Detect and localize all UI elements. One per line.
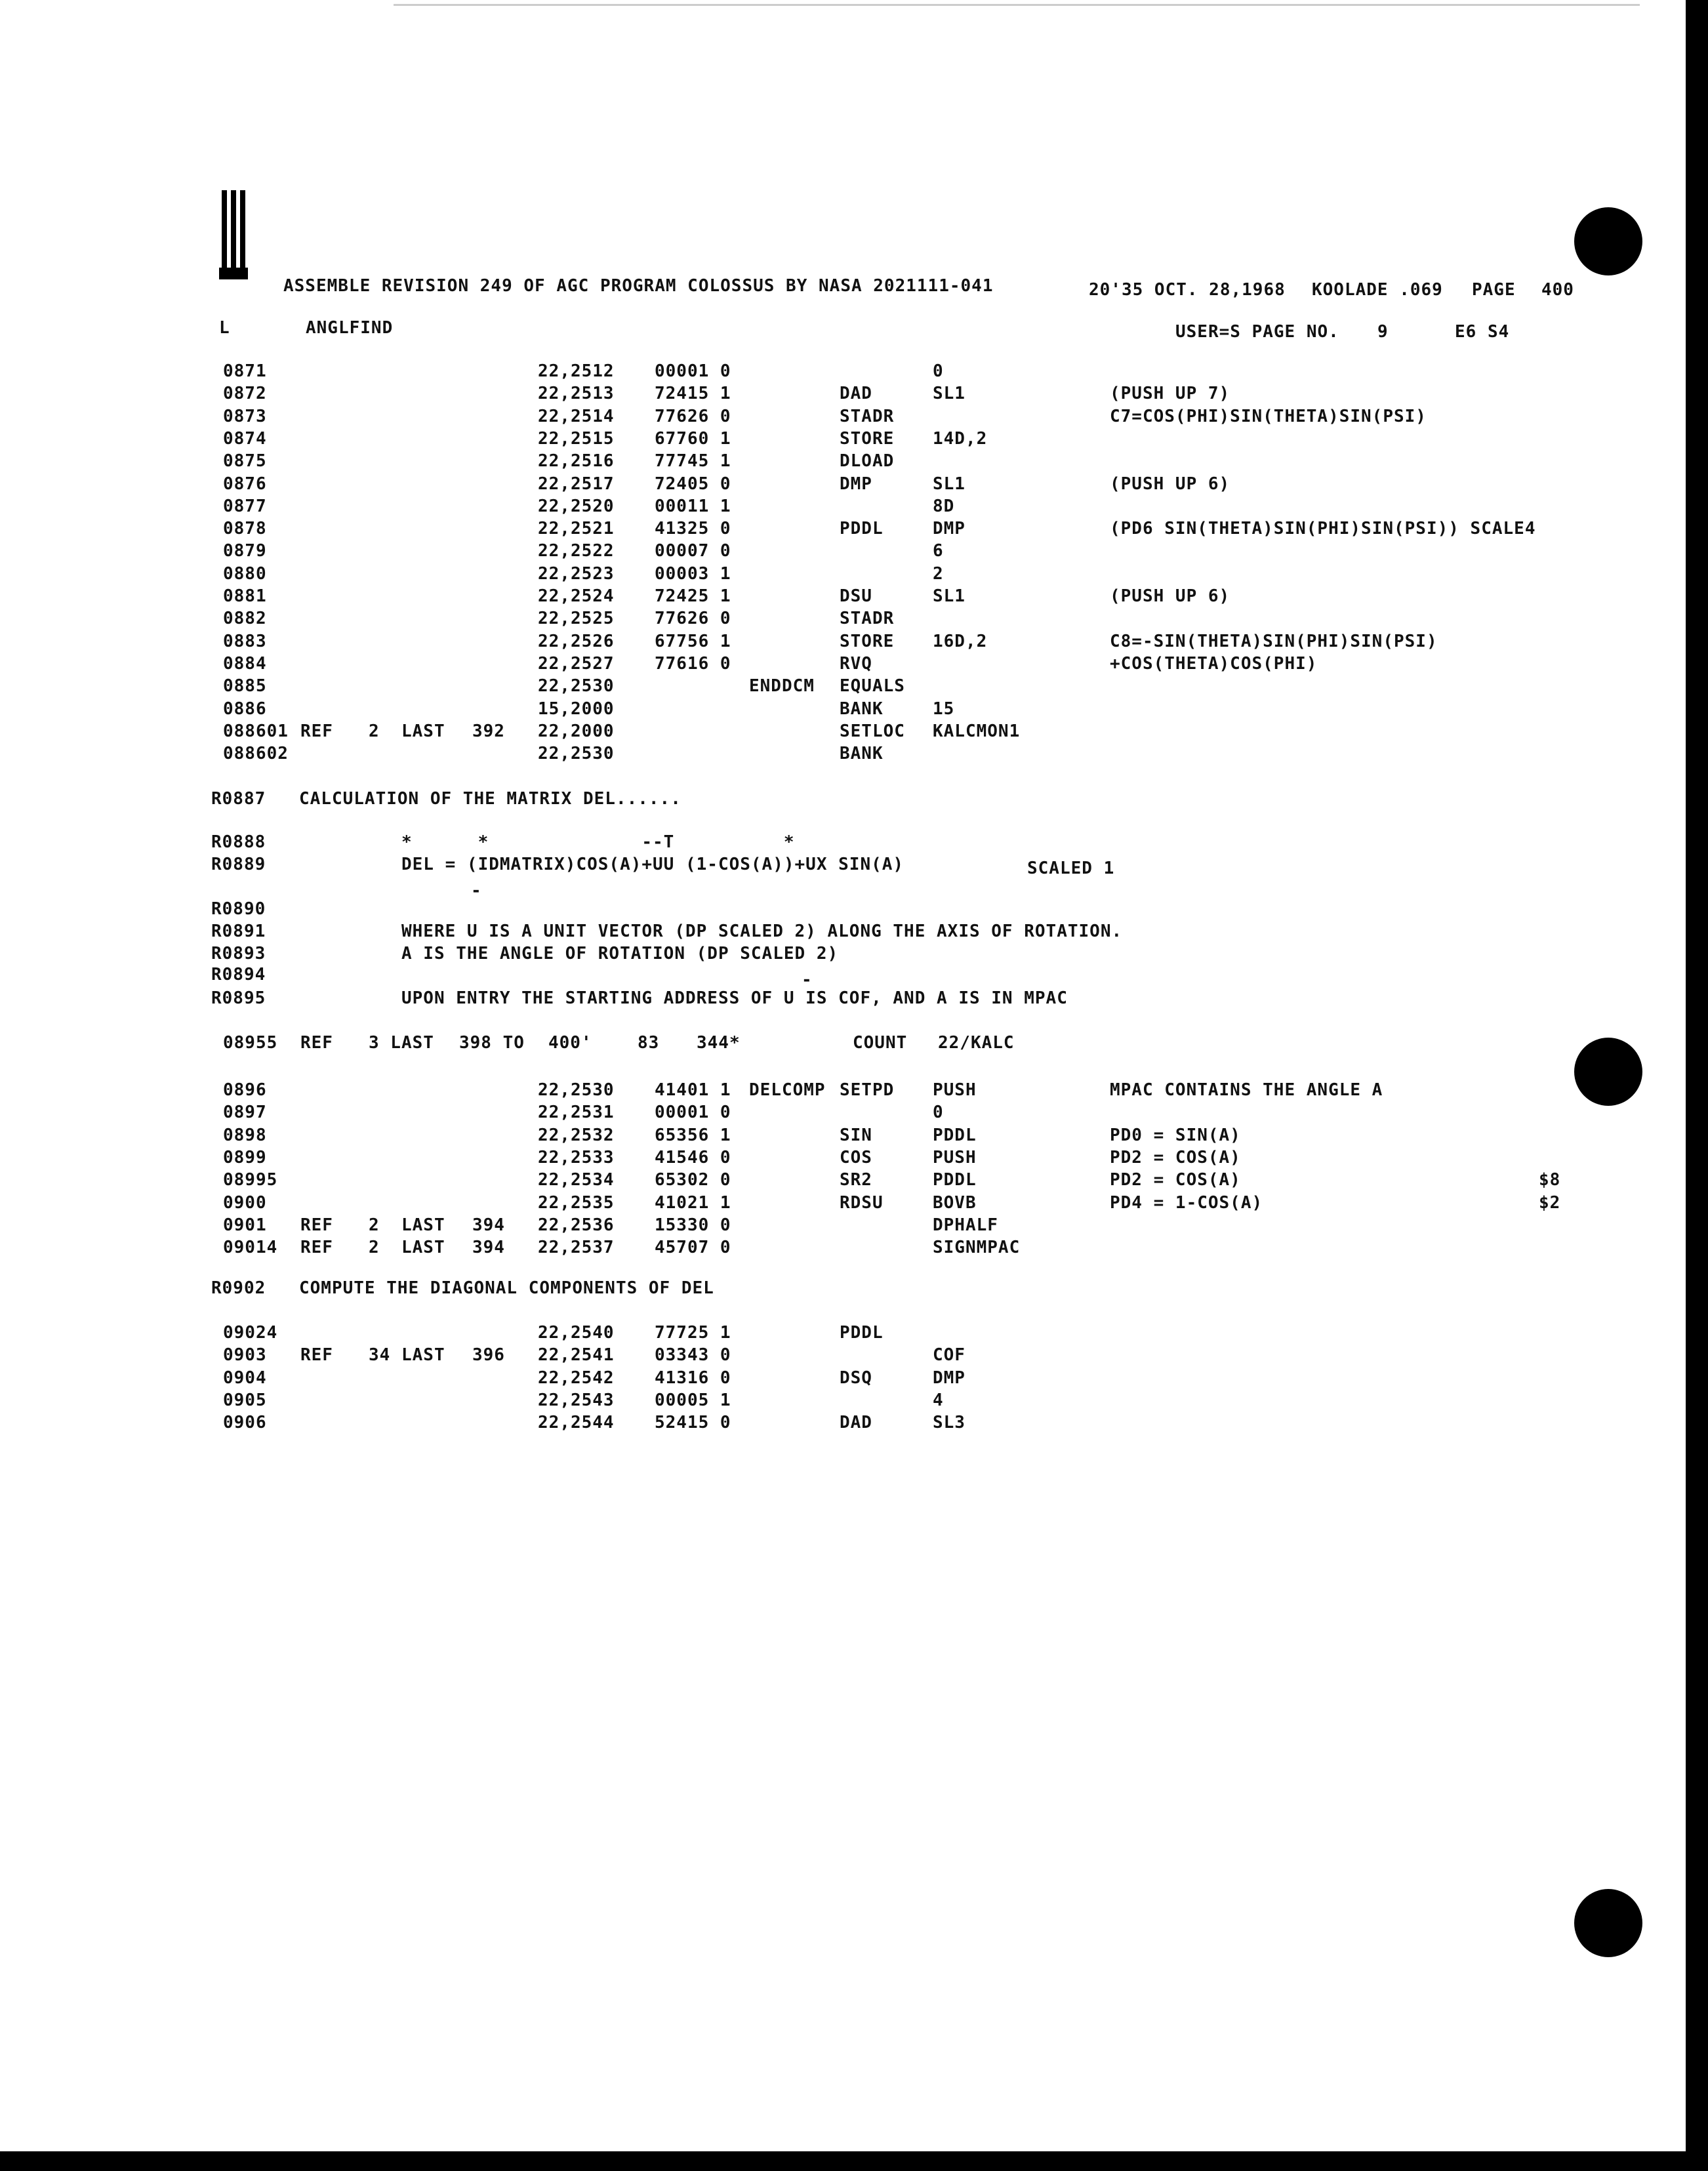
- octal-word: 41316 0: [655, 1368, 731, 1388]
- comment: (PUSH UP 6): [1110, 586, 1230, 606]
- listing-row: [0, 383, 1509, 404]
- ref-count: 2: [369, 721, 380, 741]
- listing-row: [0, 361, 1509, 382]
- address: 22,2521: [538, 519, 615, 539]
- last-label: LAST: [401, 721, 445, 741]
- remark-line-number: R0895: [211, 988, 266, 1008]
- log-letter: L: [219, 318, 230, 338]
- listing-row: [0, 699, 1509, 720]
- octal-word: 45707 0: [655, 1238, 731, 1258]
- ref-value: 83: [638, 1033, 660, 1053]
- page-number: 400: [1541, 280, 1574, 300]
- symbol-label: DELCOMP: [749, 1080, 826, 1100]
- octal-word: 77616 0: [655, 653, 731, 674]
- operand: 16D,2: [933, 631, 988, 651]
- line-number: 0905: [223, 1390, 267, 1410]
- comment: MPAC CONTAINS THE ANGLE A: [1110, 1080, 1383, 1100]
- ref-label: REF: [300, 1215, 333, 1235]
- listing-user: KOOLADE .069: [1312, 280, 1443, 300]
- opcode: BANK: [840, 699, 884, 719]
- line-number: 0906: [223, 1413, 267, 1433]
- address: 22,2516: [538, 451, 615, 472]
- listing-row: [0, 1215, 1509, 1236]
- address: 22,2531: [538, 1103, 615, 1123]
- line-number: 0873: [223, 406, 267, 426]
- octal-word: 00007 0: [655, 541, 731, 561]
- last-page: 396: [472, 1345, 505, 1366]
- octal-word: 41401 1: [655, 1080, 731, 1100]
- listing-row: [0, 406, 1509, 427]
- octal-word: 77745 1: [655, 451, 731, 472]
- octal-word: 67756 1: [655, 631, 731, 651]
- listing-row: [0, 474, 1509, 495]
- address: 22,2533: [538, 1147, 615, 1167]
- listing-row: [0, 428, 1509, 449]
- last-label: LAST: [401, 1238, 445, 1258]
- remark-line-number: R0890: [211, 899, 266, 919]
- line-number: 0882: [223, 609, 267, 629]
- address: 22,2536: [538, 1215, 615, 1235]
- operand: PDDL: [933, 1170, 977, 1190]
- address: 22,2537: [538, 1238, 615, 1258]
- line-number: 0877: [223, 496, 267, 516]
- remark-line-number: R0891: [211, 922, 266, 941]
- vector-bar-mark: -: [802, 970, 813, 990]
- address: 22,2000: [538, 721, 615, 741]
- operand: SL1: [933, 384, 966, 404]
- remark-line-number: R0894: [211, 965, 266, 984]
- listing-row: [0, 653, 1509, 674]
- opcode: DSU: [840, 586, 872, 606]
- operand: KALCMON1: [933, 721, 1021, 741]
- listing-row: [0, 586, 1509, 607]
- opcode: SETLOC: [840, 721, 905, 741]
- operand: SL1: [933, 586, 966, 606]
- remark-text: UPON ENTRY THE STARTING ADDRESS OF U IS COF, AND A IS IN MPAC: [401, 988, 1068, 1008]
- ref-value-2: 344*: [697, 1033, 741, 1053]
- symbol-label: ENDDCM: [749, 676, 815, 697]
- listing-datetime: 20'35 OCT. 28,1968: [1089, 280, 1286, 300]
- line-number: 0884: [223, 653, 267, 674]
- operand: 0: [933, 1103, 944, 1123]
- address: 22,2522: [538, 541, 615, 561]
- operand: 6: [933, 541, 944, 561]
- octal-word: 15330 0: [655, 1215, 731, 1235]
- line-number: 0899: [223, 1147, 267, 1167]
- octal-word: 77626 0: [655, 609, 731, 629]
- comment: (PUSH UP 7): [1110, 384, 1230, 404]
- address: 22,2542: [538, 1368, 615, 1388]
- address: 22,2520: [538, 496, 615, 516]
- ref-label: REF: [300, 1238, 333, 1258]
- operand: 2: [933, 563, 944, 584]
- line-number: 0900: [223, 1192, 267, 1213]
- opcode: DSQ: [840, 1368, 872, 1388]
- remark-line-number: R0889: [211, 855, 266, 874]
- address: 22,2534: [538, 1170, 615, 1190]
- page-label: PAGE: [1472, 280, 1516, 300]
- line-number: 0883: [223, 631, 267, 651]
- opcode: BANK: [840, 744, 884, 764]
- ref-label: REF: [300, 1033, 333, 1053]
- line-number: 0879: [223, 541, 267, 561]
- octal-word: 52415 0: [655, 1413, 731, 1433]
- listing-row: [0, 1169, 1561, 1190]
- printer-feed-mark-icon: [216, 190, 256, 282]
- remark-scaling: SCALED 1: [1027, 859, 1115, 878]
- opcode: DMP: [840, 474, 872, 494]
- operand: PUSH: [933, 1147, 977, 1167]
- listing-row: [0, 1345, 1509, 1366]
- octal-word: 00011 1: [655, 496, 731, 516]
- line-number: 0898: [223, 1125, 267, 1145]
- opcode: COS: [840, 1147, 872, 1167]
- listing-row: [0, 1147, 1509, 1168]
- ref-label: REF: [300, 1345, 333, 1366]
- octal-word: 65356 1: [655, 1125, 731, 1145]
- octal-word: 65302 0: [655, 1170, 731, 1190]
- remark-formula: DEL = (IDMATRIX)COS(A)+UU (1-COS(A))+UX SIN(A): [401, 855, 905, 874]
- operand: BOVB: [933, 1192, 977, 1213]
- octal-word: 00003 1: [655, 563, 731, 584]
- user-page-number: 9: [1377, 322, 1389, 342]
- octal-word: 72405 0: [655, 474, 731, 494]
- operand: DPHALF: [933, 1215, 998, 1235]
- comment: (PD6 SIN(THETA)SIN(PHI)SIN(PSI)) SCALE4: [1110, 519, 1536, 539]
- opcode: STORE: [840, 631, 895, 651]
- scan-top-edge: [394, 4, 1640, 6]
- line-number: 08955: [223, 1033, 278, 1053]
- address: 22,2541: [538, 1345, 615, 1366]
- address: 22,2517: [538, 474, 615, 494]
- last-page: 394: [472, 1215, 505, 1235]
- address: 22,2515: [538, 428, 615, 449]
- ref-count: 2: [369, 1238, 380, 1258]
- opcode: STADR: [840, 406, 895, 426]
- opcode: DLOAD: [840, 451, 895, 472]
- operand: SIGNMPAC: [933, 1238, 1021, 1258]
- listing-row: [0, 1192, 1561, 1213]
- operand: DMP: [933, 519, 966, 539]
- octal-word: 00005 1: [655, 1390, 731, 1410]
- operand: 0: [933, 361, 944, 381]
- e-s-marker: E6 S4: [1455, 322, 1510, 342]
- line-number: 0885: [223, 676, 267, 697]
- margin-note: $2: [1539, 1192, 1561, 1213]
- listing-row: [0, 1102, 1509, 1123]
- address: 22,2514: [538, 406, 615, 426]
- remark-text: CALCULATION OF THE MATRIX DEL......: [299, 789, 681, 809]
- punch-hole-bottom: [1574, 1889, 1642, 1957]
- ref-count-line: [0, 1032, 1509, 1053]
- octal-word: 00001 0: [655, 1103, 731, 1123]
- listing-row: [0, 563, 1509, 584]
- ref-range: 398 TO: [459, 1033, 525, 1053]
- line-number: 09014: [223, 1238, 278, 1258]
- listing-title: ASSEMBLE REVISION 249 OF AGC PROGRAM COLOSSUS BY NASA 2021111-041: [283, 276, 994, 296]
- ref-page: 400': [548, 1033, 592, 1053]
- listing-row: [0, 721, 1509, 742]
- octal-word: 41546 0: [655, 1147, 731, 1167]
- address: 22,2524: [538, 586, 615, 606]
- operand: PDDL: [933, 1125, 977, 1145]
- line-number: 0896: [223, 1080, 267, 1100]
- octal-word: 41325 0: [655, 519, 731, 539]
- line-number: 0881: [223, 586, 267, 606]
- line-number: 0903: [223, 1345, 267, 1366]
- line-number: 0876: [223, 474, 267, 494]
- last-page: 392: [472, 721, 505, 741]
- comment: PD2 = COS(A): [1110, 1170, 1241, 1190]
- vector-bar-mark: -: [471, 881, 482, 901]
- listing-row: [0, 631, 1509, 652]
- operand: COF: [933, 1345, 966, 1366]
- octal-word: 67760 1: [655, 428, 731, 449]
- address: 22,2530: [538, 1080, 615, 1100]
- remark-text: COMPUTE THE DIAGONAL COMPONENTS OF DEL: [299, 1278, 714, 1298]
- opcode: PDDL: [840, 1323, 884, 1343]
- address: 22,2526: [538, 631, 615, 651]
- log-section-name: ANGLFIND: [306, 318, 394, 338]
- opcode: SIN: [840, 1125, 872, 1145]
- listing-row: [0, 1390, 1509, 1411]
- listing-row: [0, 540, 1509, 561]
- remark-text: A IS THE ANGLE OF ROTATION (DP SCALED 2): [401, 944, 839, 964]
- octal-word: 77626 0: [655, 406, 731, 426]
- address: 22,2540: [538, 1323, 615, 1343]
- listing-row: [0, 608, 1509, 629]
- address: 22,2527: [538, 653, 615, 674]
- remark-line-number: R0902: [211, 1278, 266, 1298]
- count-label: COUNT: [853, 1033, 908, 1053]
- scan-right-edge: [1686, 0, 1708, 2171]
- remark-text: * * --T *: [401, 832, 795, 852]
- line-number: 0872: [223, 384, 267, 404]
- margin-note: $8: [1539, 1170, 1561, 1190]
- listing-row: [0, 676, 1509, 697]
- operand: SL3: [933, 1413, 966, 1433]
- listing-row: [0, 1237, 1509, 1258]
- listing-row: [0, 1322, 1509, 1343]
- punch-hole-middle: [1574, 1038, 1642, 1106]
- ref-last: 3 LAST: [369, 1033, 434, 1053]
- last-page: 394: [472, 1238, 505, 1258]
- comment: C7=COS(PHI)SIN(THETA)SIN(PSI): [1110, 406, 1427, 426]
- opcode: SETPD: [840, 1080, 895, 1100]
- opcode: SR2: [840, 1170, 872, 1190]
- opcode: DAD: [840, 1413, 872, 1433]
- line-number: 0874: [223, 428, 267, 449]
- address: 22,2512: [538, 361, 615, 381]
- opcode: EQUALS: [840, 676, 905, 697]
- comment: +COS(THETA)COS(PHI): [1110, 653, 1318, 674]
- operand: 8D: [933, 496, 955, 516]
- comment: PD4 = 1-COS(A): [1110, 1192, 1263, 1213]
- address: 22,2513: [538, 384, 615, 404]
- line-number: 0878: [223, 519, 267, 539]
- operand: SL1: [933, 474, 966, 494]
- octal-word: 72425 1: [655, 586, 731, 606]
- octal-word: 03343 0: [655, 1345, 731, 1366]
- address: 15,2000: [538, 699, 615, 719]
- line-number: 09024: [223, 1323, 278, 1343]
- opcode: PDDL: [840, 519, 884, 539]
- octal-word: 77725 1: [655, 1323, 731, 1343]
- remark-line-number: R0893: [211, 944, 266, 964]
- address: 22,2535: [538, 1192, 615, 1213]
- last-label: LAST: [401, 1215, 445, 1235]
- line-number: 0875: [223, 451, 267, 472]
- opcode: STORE: [840, 428, 895, 449]
- listing-row: [0, 1080, 1509, 1101]
- opcode: RVQ: [840, 653, 872, 674]
- comment: PD2 = COS(A): [1110, 1147, 1241, 1167]
- user-page-label: USER=S PAGE NO.: [1175, 322, 1339, 342]
- comment: PD0 = SIN(A): [1110, 1125, 1241, 1145]
- listing-row: [0, 496, 1509, 517]
- scan-bottom-edge: [0, 2151, 1708, 2171]
- line-number: 08995: [223, 1170, 278, 1190]
- last-label: LAST: [401, 1345, 445, 1366]
- line-number: 0901: [223, 1215, 267, 1235]
- line-number: 0904: [223, 1368, 267, 1388]
- line-number: 0886: [223, 699, 267, 719]
- remark-line-number: R0888: [211, 832, 266, 852]
- address: 22,2543: [538, 1390, 615, 1410]
- opcode: DAD: [840, 384, 872, 404]
- address: 22,2532: [538, 1125, 615, 1145]
- octal-word: 41021 1: [655, 1192, 731, 1213]
- line-number: 088602: [223, 744, 289, 764]
- address: 22,2525: [538, 609, 615, 629]
- address: 22,2530: [538, 744, 615, 764]
- line-number: 0897: [223, 1103, 267, 1123]
- listing-row: [0, 1412, 1509, 1433]
- listing-row: [0, 451, 1509, 472]
- operand: 15: [933, 699, 955, 719]
- remark-text: WHERE U IS A UNIT VECTOR (DP SCALED 2) ALONG THE AXIS OF ROTATION.: [401, 922, 1123, 941]
- listing-row: [0, 743, 1509, 764]
- remark-line-number: R0887: [211, 789, 266, 809]
- ref-label: REF: [300, 721, 333, 741]
- address: 22,2530: [538, 676, 615, 697]
- listing-row: [0, 1368, 1509, 1389]
- listing-row: [0, 518, 1536, 539]
- count-value: 22/KALC: [938, 1033, 1015, 1053]
- line-number: 088601: [223, 721, 289, 741]
- ref-count: 34: [369, 1345, 391, 1366]
- operand: DMP: [933, 1368, 966, 1388]
- octal-word: 72415 1: [655, 384, 731, 404]
- address: 22,2544: [538, 1413, 615, 1433]
- operand: 14D,2: [933, 428, 988, 449]
- line-number: 0871: [223, 361, 267, 381]
- comment: (PUSH UP 6): [1110, 474, 1230, 494]
- opcode: STADR: [840, 609, 895, 629]
- ref-count: 2: [369, 1215, 380, 1235]
- opcode: RDSU: [840, 1192, 884, 1213]
- operand: 4: [933, 1390, 944, 1410]
- comment: C8=-SIN(THETA)SIN(PHI)SIN(PSI): [1110, 631, 1438, 651]
- operand: PUSH: [933, 1080, 977, 1100]
- listing-row: [0, 1125, 1509, 1146]
- address: 22,2523: [538, 563, 615, 584]
- line-number: 0880: [223, 563, 267, 584]
- punch-hole-top: [1574, 207, 1642, 275]
- octal-word: 00001 0: [655, 361, 731, 381]
